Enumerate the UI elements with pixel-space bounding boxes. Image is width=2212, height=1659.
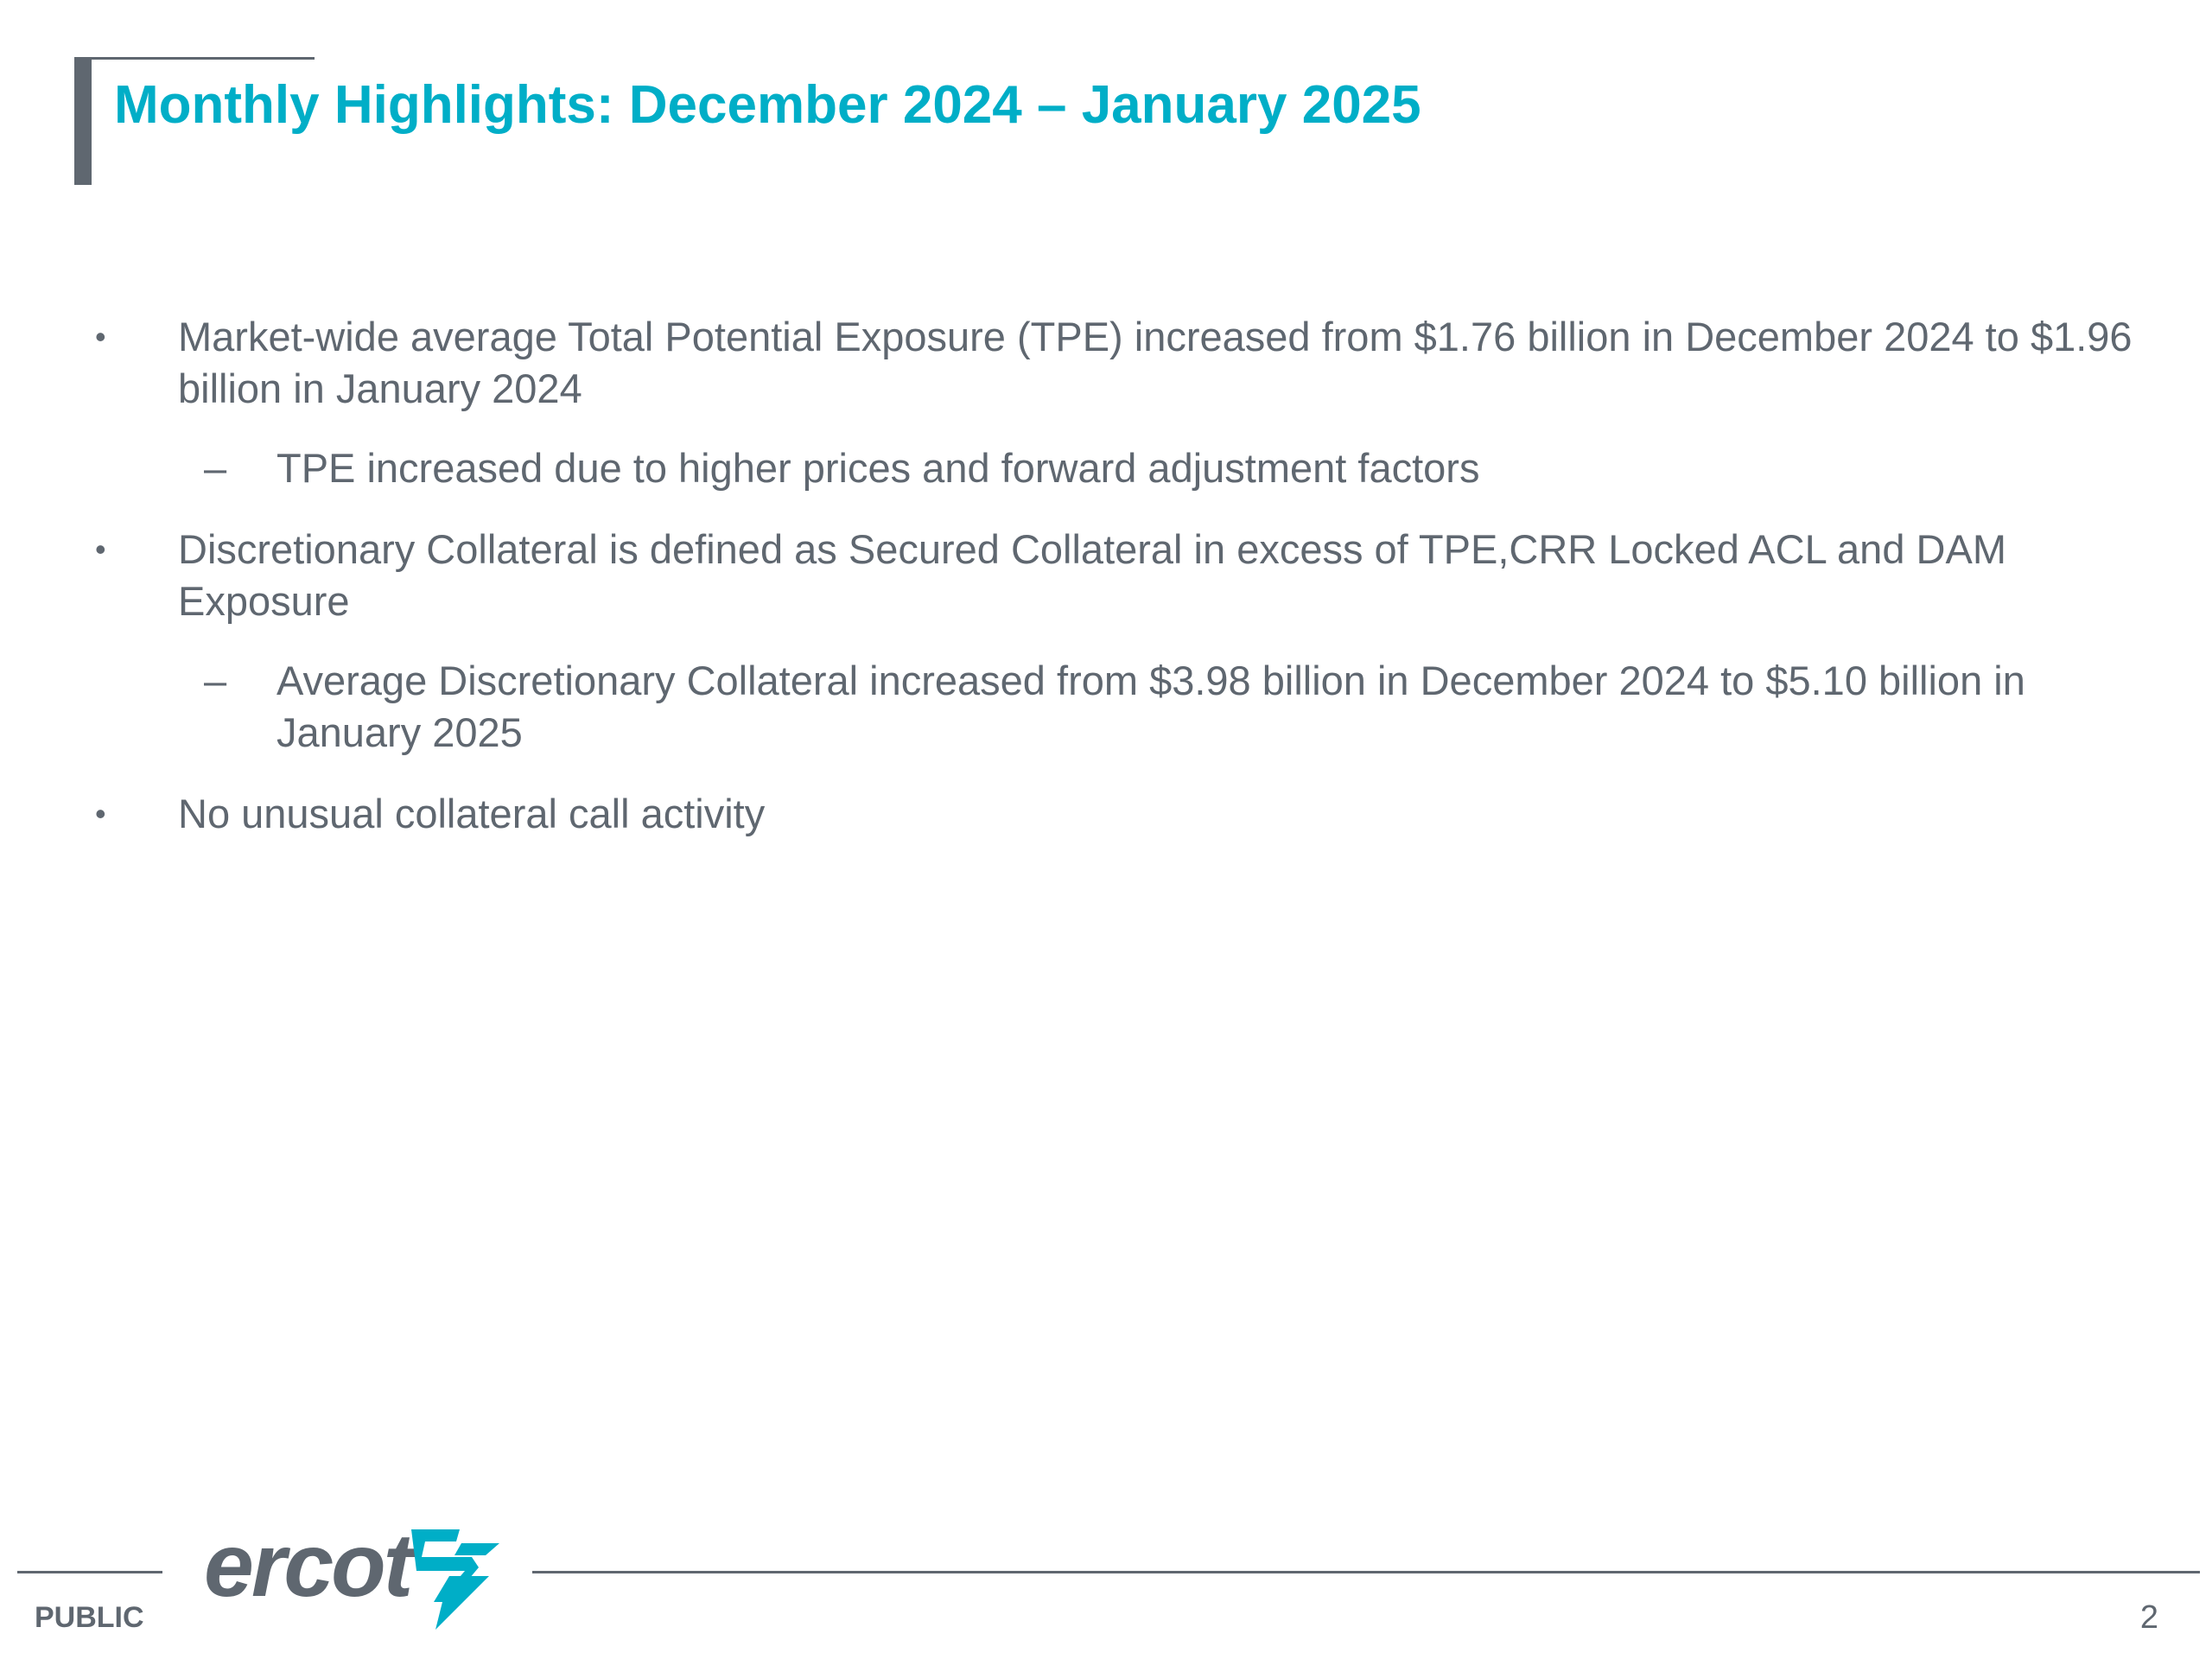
footer-rule-right xyxy=(532,1571,2200,1573)
slide-title: Monthly Highlights: December 2024 – January 2025 xyxy=(114,75,1421,135)
bullet-marker: • xyxy=(95,796,106,831)
bullet-text: Market-wide average Total Potential Exposure (TPE) increased from $1.76 billion in December 2024 to $1.96 billion in January 2024 xyxy=(178,314,2133,411)
bullet-text: Discretionary Collateral is defined as Secured Collateral in excess of TPE,CRR Locked ACL and DAM Exposure xyxy=(178,526,2006,624)
classification-label: PUBLIC xyxy=(35,1601,144,1634)
title-accent-rule xyxy=(74,57,315,60)
page-number: 2 xyxy=(2139,1599,2158,1636)
bullet-marker: • xyxy=(95,319,106,354)
title-accent-bar xyxy=(74,57,92,185)
ercot-bolt-logo-icon xyxy=(399,1522,503,1631)
logo-wordmark: ercot xyxy=(204,1516,411,1616)
sub-bullet-text: Average Discretionary Collateral increased from $3.98 billion in December 2024 to $5.10 billion in January 2025 xyxy=(276,658,2025,755)
footer-rule-left xyxy=(17,1571,162,1573)
bullet-text: No unusual collateral call activity xyxy=(178,791,766,836)
ercot-logo xyxy=(204,1514,506,1635)
bullet-marker: • xyxy=(95,531,106,567)
dash-marker: – xyxy=(204,445,227,491)
dash-marker: – xyxy=(204,658,227,703)
sub-bullet-text: TPE increased due to higher prices and forward adjustment factors xyxy=(276,445,1480,491)
